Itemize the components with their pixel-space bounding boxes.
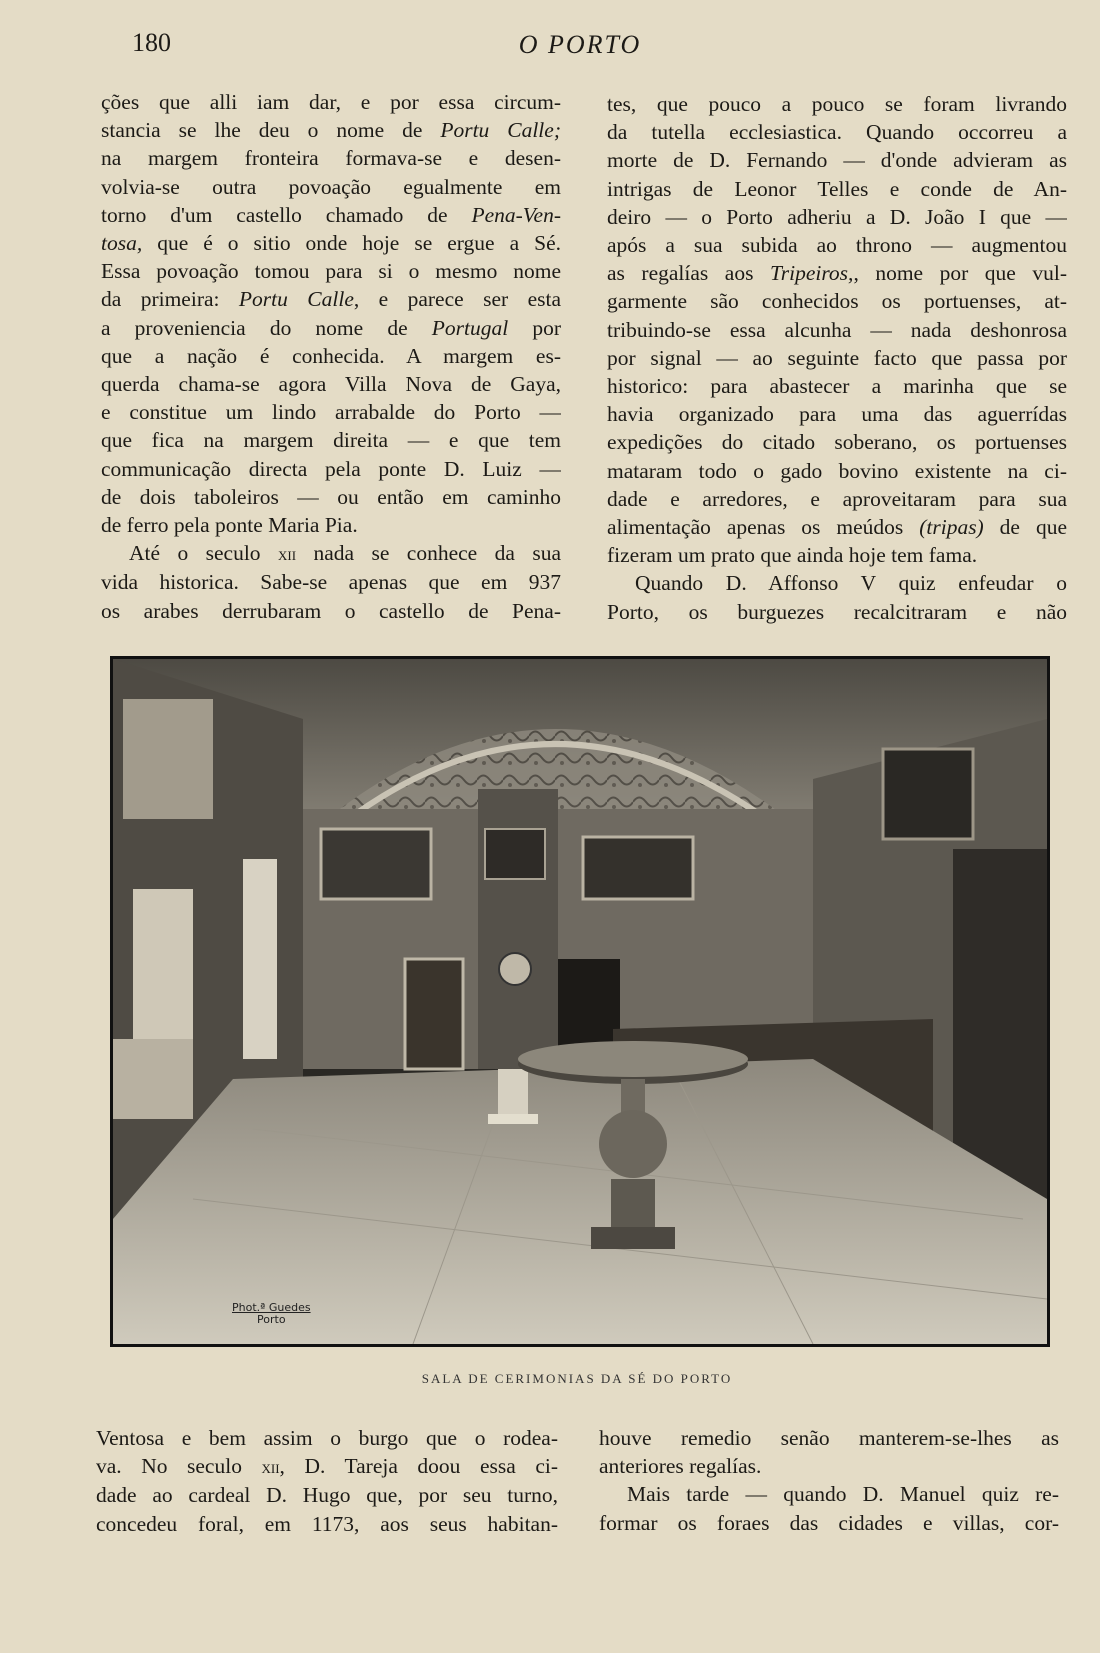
text-line: torno d'um castello chamado de Pena-Ven- xyxy=(101,202,561,227)
text-line: anteriores regalías. xyxy=(599,1454,762,1479)
text-column-top-left xyxy=(101,88,561,625)
text-line: historico: para abastecer a marinha que se xyxy=(607,374,1067,399)
text-line: que fica na margem direita — e que tem xyxy=(101,428,561,453)
italic-term: Pena-Ven- xyxy=(471,202,561,227)
text-column-bottom-right xyxy=(599,1424,1059,1537)
text-line: de ferro pela ponte Maria Pia. xyxy=(101,513,358,538)
italic-term: Portugal xyxy=(431,315,509,340)
text-line: fizeram um prato que ainda hoje tem fama. xyxy=(607,543,978,568)
text-line: após a sua subida ao throno — augmentou xyxy=(607,233,1067,258)
page-number: 180 xyxy=(132,28,171,57)
text-line: Mais tarde — quando D. Manuel quiz re- xyxy=(627,1482,1059,1507)
text-line: intrigas de Leonor Telles e conde de An- xyxy=(607,176,1067,201)
text-line: os arabes derrubaram o castello de Pena- xyxy=(101,598,561,623)
text-line: morte de D. Fernando — d'onde advieram as xyxy=(607,148,1067,173)
text-line: stancia se lhe deu o nome de Portu Calle; xyxy=(101,118,561,143)
text-line: que a nação é conhecida. A margem es- xyxy=(101,343,561,368)
text-line: dade e arredores, e aproveitaram para sua xyxy=(607,486,1067,511)
running-head: O PORTO xyxy=(518,30,642,59)
text-line: tribuindo-se essa alcunha — nada deshonrosa xyxy=(607,317,1067,342)
text-line: expedições do citado soberano, os portuenses xyxy=(607,430,1067,455)
text-column-top-right xyxy=(607,90,1067,626)
text-line: querda chama-se agora Villa Nova de Gaya, xyxy=(101,372,561,397)
text-line: na margem fronteira formava-se e desen- xyxy=(101,146,561,171)
text-line: formar os foraes das cidades e villas, cor- xyxy=(599,1510,1059,1535)
italic-term: (tripas) xyxy=(919,515,984,540)
text-line: Essa povoação tomou para si o mesmo nome xyxy=(101,259,561,284)
text-line: Ventosa e bem assim o burgo que o rodea- xyxy=(96,1426,558,1450)
text-line: e constitue um lindo arrabalde do Porto — xyxy=(101,400,561,425)
text-line: alimentação apenas os meúdos (tripas) de que xyxy=(607,515,1067,540)
text-line: a proveniencia do nome de Portugal por xyxy=(101,315,561,340)
italic-term: Tripeiros, xyxy=(769,261,854,286)
text-line: tes, que pouco a pouco se foram livrando xyxy=(607,92,1067,116)
text-line: vida historica. Sabe-se apenas que em 937 xyxy=(101,570,561,595)
text-line: communicação directa pela ponte D. Luiz — xyxy=(101,456,561,481)
text-line: Até o seculo xii nada se conhece da sua xyxy=(129,541,561,566)
text-line: Porto, os burguezes recalcitraram e não xyxy=(607,599,1067,624)
text-line: da tutella ecclesiastica. Quando occorreu a xyxy=(607,120,1067,145)
text-line: va. No seculo xii, D. Tareja doou essa ci- xyxy=(96,1454,558,1479)
photo-credit: Phot.ª Guedes Porto xyxy=(232,1301,311,1326)
text-line: de dois taboleiros — ou então em caminho xyxy=(101,484,561,509)
text-line: por signal — ao seguinte facto que passa por xyxy=(607,345,1067,370)
ceremony-hall-photo xyxy=(113,659,1047,1344)
figure-caption: SALA DE CERIMONIAS DA SÉ DO PORTO xyxy=(421,1371,733,1386)
text-column-bottom-left xyxy=(96,1424,558,1538)
text-line: as regalías aos Tripeiros,, nome por que vul- xyxy=(607,261,1067,286)
text-line: deiro — o Porto adheriu a D. João I que — xyxy=(607,204,1067,229)
italic-term: Portu Calle xyxy=(238,287,354,312)
text-line: dade ao cardeal D. Hugo que, por seu turno, xyxy=(96,1483,558,1508)
text-line: da primeira: Portu Calle, e parece ser esta xyxy=(101,287,561,312)
photo-plate-ceremony-hall xyxy=(110,656,1050,1347)
italic-term: Portu Calle; xyxy=(440,118,561,143)
text-line: tosa, que é o sitio onde hoje se ergue a Sé. xyxy=(101,231,561,256)
text-line: houve remedio senão manterem-se-lhes as xyxy=(599,1426,1059,1450)
text-line: mataram todo o gado bovino existente na ci- xyxy=(607,458,1067,483)
text-line: concedeu foral, em 1173, aos seus habitan- xyxy=(96,1511,558,1536)
italic-term: tosa, xyxy=(101,231,143,256)
text-line: ções que alli iam dar, e por essa circum- xyxy=(101,90,561,114)
text-line: havia organizado para uma das aguerrídas xyxy=(607,402,1067,427)
text-line: Quando D. Affonso V quiz enfeudar o xyxy=(635,571,1067,596)
text-line: garmente são conhecidos os portuenses, at- xyxy=(607,289,1067,314)
text-line: volvia-se outra povoação egualmente em xyxy=(101,174,561,199)
